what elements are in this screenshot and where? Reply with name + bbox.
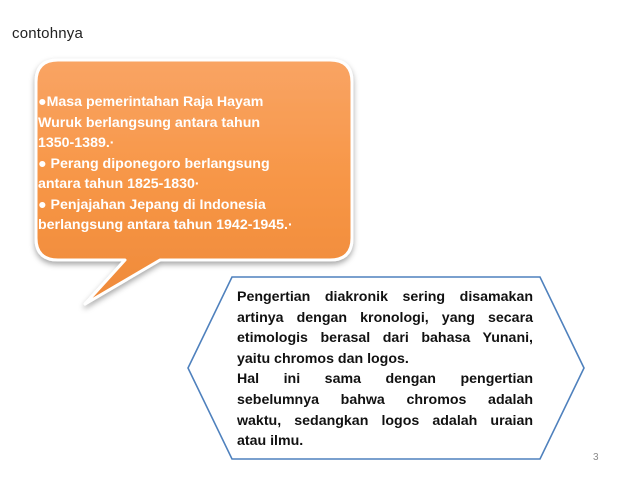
hexagon-line: etimologis berasal dari bahasa Yunani,	[237, 330, 533, 347]
callout-text	[38, 92, 338, 236]
hexagon-line: yaitu chromos dan logos.	[237, 350, 409, 367]
callout-line: Wuruk berlangsung antara tahun	[38, 114, 261, 131]
page-number: 3	[593, 452, 599, 463]
hexagon-text	[237, 287, 533, 452]
hexagon-line: Hal ini sama dengan pengertian	[237, 371, 533, 388]
callout-line: ● Perang diponegoro berlangsung	[38, 155, 270, 172]
hexagon-line: waktu, sedangkan logos adalah uraian	[237, 412, 533, 429]
callout-line: ● Penjajahan Jepang di Indonesia	[38, 196, 266, 213]
hexagon-line: atau ilmu.	[237, 433, 304, 450]
callout-line: berlangsung antara tahun 1942-1945.·	[38, 217, 293, 233]
hexagon-line: artinya dengan kronologi, yang secara	[237, 309, 533, 326]
hexagon-line: sebelumnya bahwa chromos adalah	[237, 391, 533, 408]
callout-line: antara tahun 1825-1830·	[38, 176, 200, 192]
slide-heading: contohnya	[12, 25, 84, 42]
hexagon-line: Pengertian diakronik sering disamakan	[237, 289, 533, 305]
callout-line: ●Masa pemerintahan Raja Hayam	[38, 94, 264, 110]
callout-line: 1350-1389.·	[38, 135, 115, 151]
